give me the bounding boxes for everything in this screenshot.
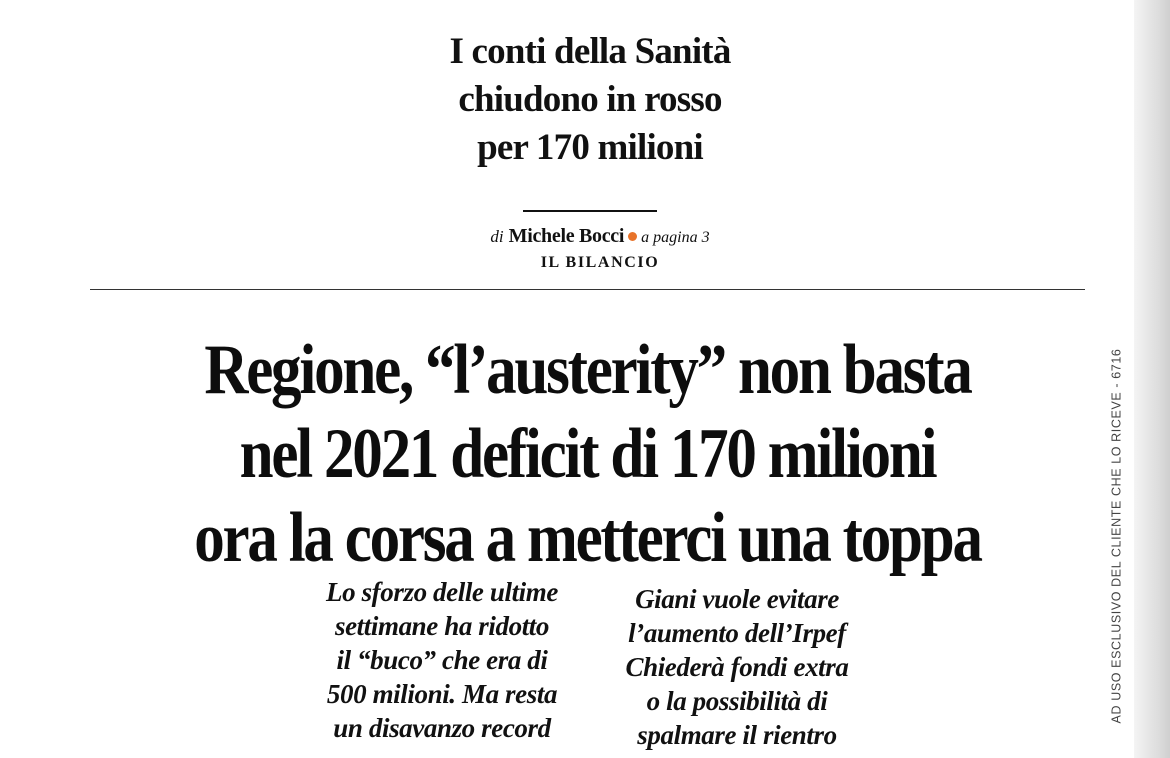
section-label: IL BILANCIO — [540, 254, 660, 271]
subhead-left-line: il “buco” che era di — [336, 645, 548, 675]
subhead-left — [282, 575, 602, 745]
main-headline-line: ora la corsa a metterci una toppa — [194, 499, 981, 577]
main-headline-line: Regione, “l’austerity” non basta — [204, 331, 971, 409]
subhead-right — [592, 582, 882, 752]
teaser-headline-line: per 170 milioni — [477, 127, 703, 168]
byline-dot-icon — [628, 232, 637, 241]
main-headline — [70, 328, 1105, 580]
subhead-left-line: 500 milioni. Ma resta — [326, 679, 558, 709]
teaser-headline-line: I conti della Sanità — [449, 31, 731, 72]
section-divider — [90, 289, 1085, 290]
side-stamp — [1106, 320, 1126, 752]
page-edge-shadow — [1134, 0, 1170, 758]
side-stamp-text: AD USO ESCLUSIVO DEL CLIENTE CHE LO RICEVE - 6716 — [1109, 348, 1124, 724]
subhead-left-line: Lo sforzo delle ultime — [326, 577, 558, 607]
teaser-headline — [340, 28, 840, 172]
main-headline-line: nel 2021 deficit di 170 milioni — [239, 415, 936, 493]
subhead-right-line: spalmare il rientro — [637, 720, 837, 750]
subhead-right-line: Chiederà fondi extra — [625, 652, 849, 682]
byline-page-ref: a pagina 3 — [641, 229, 710, 246]
teaser-headline-line: chiudono in rosso — [458, 79, 722, 120]
subhead-right-line: o la possibilità di — [646, 686, 828, 716]
subhead-right-line: l’aumento dell’Irpef — [628, 618, 846, 648]
subhead-left-line: settimane ha ridotto — [334, 611, 550, 641]
subhead-right-line: Giani vuole evitare — [635, 584, 839, 614]
byline — [380, 224, 820, 250]
byline-prefix: di — [490, 227, 504, 246]
subhead-left-line: un disavanzo record — [333, 713, 551, 743]
byline-author: Michele Bocci — [508, 225, 625, 247]
teaser-divider — [523, 210, 657, 212]
